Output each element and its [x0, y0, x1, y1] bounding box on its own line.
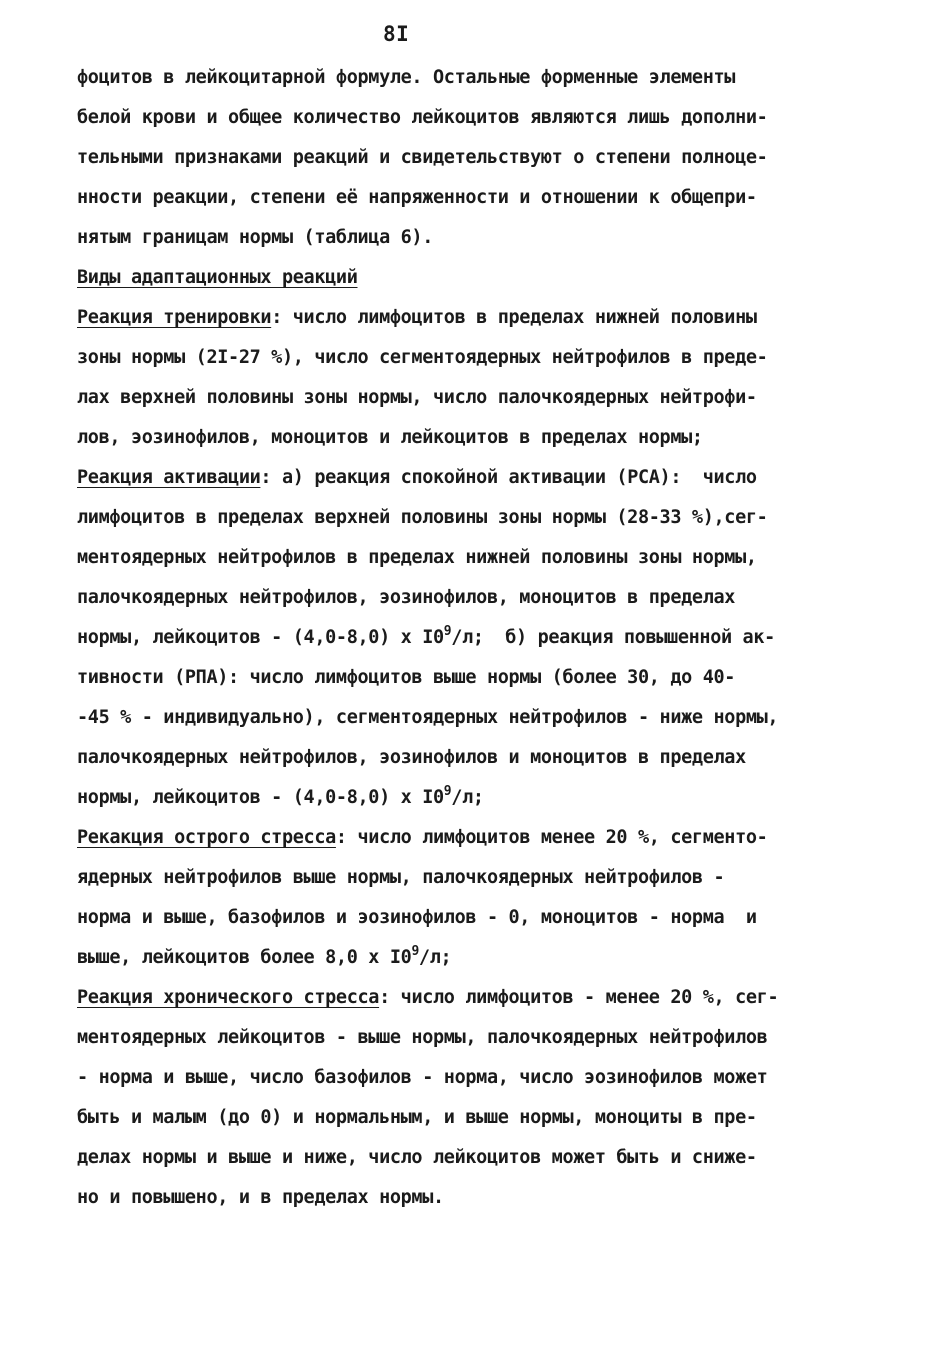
reaction-title-training: Реакция тренировки: [77, 307, 272, 328]
text-line: [77, 458, 877, 498]
line-text: - норма и выше, число базофилов - норма, число эозинофилов может: [77, 1067, 768, 1088]
reaction-title-acute-stress: Рекакция острого стресса: [77, 827, 336, 848]
line-text: лах верхней половины зоны нормы, число палочкоядерных нейтрофи-: [77, 387, 757, 408]
line-text: выше, лейкоцитов более 8,0 x I0: [77, 947, 412, 968]
line-text: лимфоцитов в пределах верхней половины зоны нормы (28-33 %),сег-: [77, 507, 768, 528]
superscript: 9: [411, 944, 419, 959]
section-heading: Виды адаптационных реакций: [77, 267, 358, 288]
line-text: белой крови и общее количество лейкоцитов являются лишь дополни-: [77, 107, 768, 128]
line-text: /л;: [451, 787, 484, 808]
line-text: норма и выше, базофилов и эозинофилов - 0, моноцитов - норма и: [77, 907, 757, 928]
text-line: [77, 178, 877, 218]
text-line: [77, 618, 877, 658]
line-text: палочкоядерных нейтрофилов, эозинофилов, моноцитов в пределах: [77, 587, 736, 608]
line-text: -45 % - индивидуально), сегментоядерных нейтрофилов - ниже нормы,: [77, 707, 779, 728]
text-line: [77, 498, 877, 538]
line-text: нормы, лейкоцитов - (4,0-8,0) x I0: [77, 787, 444, 808]
line-text: лов, эозинофилов, моноцитов и лейкоцитов в пределах нормы;: [77, 427, 703, 448]
text-line: [77, 738, 877, 778]
line-text: ментоядерных нейтрофилов в пределах нижней половины зоны нормы,: [77, 547, 757, 568]
line-text: /л;: [418, 947, 452, 968]
text-line: [77, 58, 877, 98]
line-text: фоцитов в лейкоцитарной формуле. Остальные форменные элементы: [77, 67, 736, 88]
body-text: [77, 58, 877, 1218]
line-text: : а) реакция спокойной активации (РСА): число: [260, 467, 757, 488]
text-line: [77, 1178, 877, 1218]
line-text: нормы, лейкоцитов - (4,0-8,0) x I0: [77, 627, 444, 648]
text-line: [77, 978, 877, 1018]
line-text: делах нормы и выше и ниже, число лейкоцитов может быть и сниже-: [77, 1147, 757, 1168]
line-text: тельными признаками реакций и свидетельствуют о степени полноце-: [77, 147, 768, 168]
text-line: [77, 1098, 877, 1138]
text-line: [77, 1018, 877, 1058]
text-line: [77, 298, 877, 338]
reaction-title-activation: Реакция активации: [77, 467, 261, 488]
page-number: 8I: [383, 22, 410, 46]
line-text: нности реакции, степени её напряженности и отношении к общепри-: [77, 187, 757, 208]
line-text: нятым границам нормы (таблица 6).: [77, 227, 434, 248]
text-line: [77, 538, 877, 578]
text-line: [77, 1058, 877, 1098]
section-heading-line: [77, 258, 877, 298]
text-line: [77, 778, 877, 818]
superscript: 9: [443, 784, 452, 799]
line-text: но и повышено, и в пределах нормы.: [77, 1187, 444, 1208]
text-line: [77, 698, 877, 738]
text-line: [77, 658, 877, 698]
line-text: ядерных нейтрофилов выше нормы, палочкоядерных нейтрофилов -: [77, 867, 725, 888]
text-line: [77, 418, 877, 458]
text-line: [77, 218, 877, 258]
text-line: [77, 818, 877, 858]
line-text: ментоядерных лейкоцитов - выше нормы, палочкоядерных нейтрофилов: [77, 1027, 768, 1048]
text-line: [77, 338, 877, 378]
line-text: : число лимфоцитов в пределах нижней половины: [271, 307, 757, 328]
text-line: [77, 858, 877, 898]
superscript: 9: [443, 624, 452, 639]
line-text: быть и малым (до 0) и нормальным, и выше нормы, моноциты в пре-: [77, 1107, 757, 1128]
text-line: [77, 138, 877, 178]
line-text: : число лимфоцитов менее 20 %, сегменто-: [335, 827, 768, 848]
line-text: : число лимфоцитов - менее 20 %, сег-: [379, 987, 779, 1008]
line-text: тивности (РПА): число лимфоцитов выше нормы (более 30, до 40-: [77, 667, 736, 688]
text-line: [77, 578, 877, 618]
line-text: /л; б) реакция повышенной ак-: [451, 627, 775, 648]
text-line: [77, 938, 877, 978]
line-text: зоны нормы (2I-27 %), число сегментоядерных нейтрофилов в преде-: [77, 347, 768, 368]
text-line: [77, 98, 877, 138]
text-line: [77, 1138, 877, 1178]
text-line: [77, 898, 877, 938]
reaction-title-chronic-stress: Реакция хронического стресса: [77, 987, 380, 1008]
line-text: палочкоядерных нейтрофилов, эозинофилов и моноцитов в пределах: [77, 747, 746, 768]
text-line: [77, 378, 877, 418]
